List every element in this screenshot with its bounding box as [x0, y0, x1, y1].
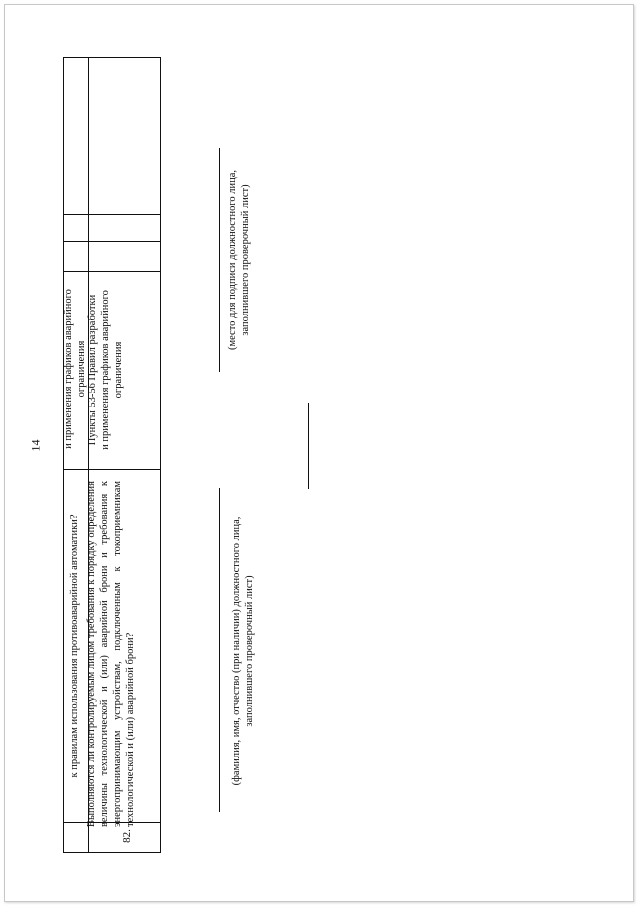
- table-line: [64, 214, 160, 215]
- row-question: Выполняются ли контролируемым лицом требования к порядку определения величины технологической и (или) аварийной брони и требования к энергопринимающим устройствам, подключенным к токоприемникам технологической и (или) аварийной брони?: [86, 481, 136, 827]
- prev-question-tail: к правилам использования противоаварийной автоматики?: [69, 514, 80, 778]
- signature-date-line: [308, 403, 309, 489]
- row-number: 82.: [121, 829, 133, 843]
- signature-place-line: [219, 148, 220, 372]
- signature-place-caption: (место для подписи должностного лица, заполнившего проверочный лист): [227, 169, 251, 351]
- signature-name-line: [219, 488, 220, 812]
- row-reference: Пункты 53-56 Правил разработки и применения графиков аварийного ограничения: [87, 290, 124, 450]
- prev-reference-tail: и применения графиков аварийного ограничения: [63, 289, 87, 449]
- page-number: 14: [28, 439, 43, 452]
- signature-name-caption: (фамилия, имя, отчество (при наличии) должностного лица, заполнившего проверочный лист): [231, 516, 255, 786]
- checklist-table: [63, 57, 161, 853]
- table-line: [64, 469, 160, 470]
- table-line: [64, 241, 160, 242]
